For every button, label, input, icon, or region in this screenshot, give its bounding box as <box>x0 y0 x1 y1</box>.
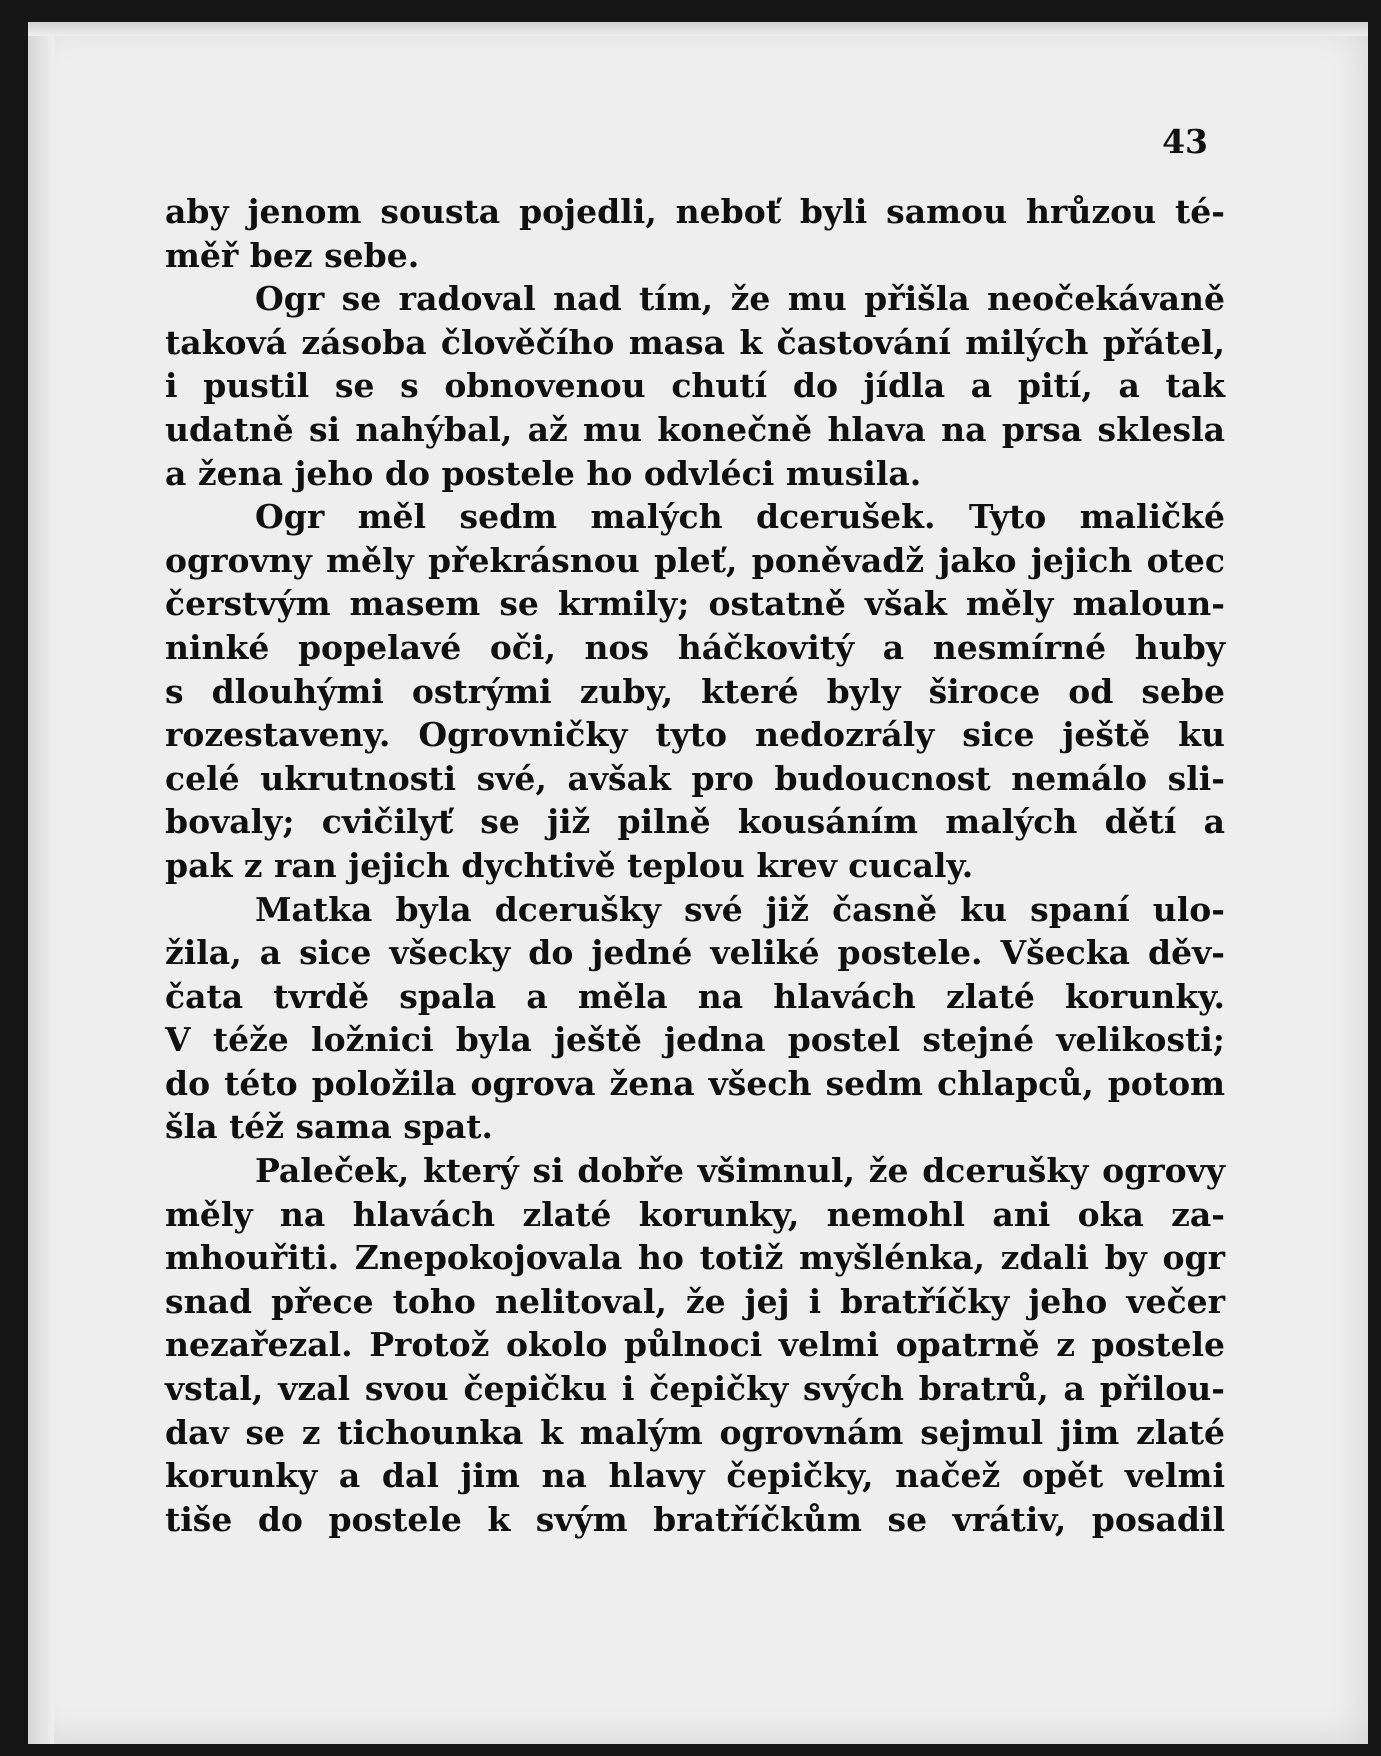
text-line: V téže ložnici byla ještě jedna postel stejné velikosti; <box>165 1020 1225 1060</box>
text-line: šla též sama spat. <box>165 1107 493 1147</box>
text-line: čerstvým masem se krmily; ostatně však měly maloun- <box>165 584 1225 624</box>
text-line: Matka byla dcerušky své již časně ku spaní ulo- <box>255 889 1225 929</box>
text-line: aby jenom sousta pojedli, neboť byli samou hrůzou té- <box>165 192 1225 231</box>
text-line: Ogr se radoval nad tím, že mu přišla neočekávaně <box>255 279 1225 319</box>
text-line: Paleček, který si dobře všimnul, že dcerušky ogrovy <box>255 1151 1225 1191</box>
text-line: ogrovny měly překrásnou pleť, poněvadž jako jejich otec <box>165 540 1225 580</box>
text-line: měly na hlavách zlaté korunky, nemohl ani oka za- <box>165 1194 1225 1234</box>
text-line: mhouřiti. Znepokojovala ho totiž myšlénka, zdali by ogr <box>165 1238 1225 1278</box>
body-text <box>165 190 1225 1541</box>
text-line: do této položila ogrova žena všech sedm chlapců, potom <box>165 1063 1225 1103</box>
page-number: 43 <box>1162 122 1208 161</box>
page-edge-shadow <box>28 22 54 1744</box>
text-line: taková zásoba člověčího masa k častování milých přátel, <box>165 322 1225 362</box>
text-line: rozestaveny. Ogrovničky tyto nedozrály sice ještě ku <box>165 715 1225 755</box>
text-line: celé ukrutnosti své, avšak pro budoucnost nemálo sli- <box>165 758 1225 798</box>
text-line: s dlouhými ostrými zuby, které byly široce od sebe <box>165 671 1225 711</box>
text-line: žila, a sice všecky do jedné veliké postele. Všecka děv- <box>165 933 1225 973</box>
text-line: nezařezal. Protož okolo půlnoci velmi opatrně z postele <box>165 1325 1225 1365</box>
text-line: čata tvrdě spala a měla na hlavách zlaté korunky. <box>165 976 1225 1016</box>
text-line: udatně si nahýbal, až mu konečně hlava na prsa sklesla <box>165 409 1225 449</box>
text-line: vstal, vzal svou čepičku i čepičky svých bratrů, a přilou- <box>165 1369 1225 1409</box>
text-line: dav se z tichounka k malým ogrovnám sejmul jim zlaté <box>165 1412 1225 1452</box>
text-line: bovaly; cvičilyť se již pilně kousáním malých dětí a <box>165 802 1225 842</box>
text-line: a žena jeho do postele ho odvléci musila. <box>165 453 922 493</box>
text-line: Ogr měl sedm malých dcerušek. Tyto maličké <box>255 497 1225 537</box>
text-line: pak z ran jejich dychtivě teplou krev cucaly. <box>165 845 974 885</box>
text-line: ninké popelavé oči, nos háčkovitý a nesmírné huby <box>165 627 1225 667</box>
text-line: tiše do postele k svým bratříčkům se vrátiv, posadil <box>165 1499 1225 1539</box>
book-page <box>28 22 1368 1744</box>
text-line: snad přece toho nelitoval, že jej i bratříčky jeho večer <box>165 1281 1225 1321</box>
text-line: i pustil se s obnovenou chutí do jídla a pití, a tak <box>165 366 1225 406</box>
page-top-shadow <box>28 22 1368 36</box>
text-line: korunky a dal jim na hlavy čepičky, načež opět velmi <box>165 1456 1225 1496</box>
text-line: měř bez sebe. <box>165 235 420 275</box>
